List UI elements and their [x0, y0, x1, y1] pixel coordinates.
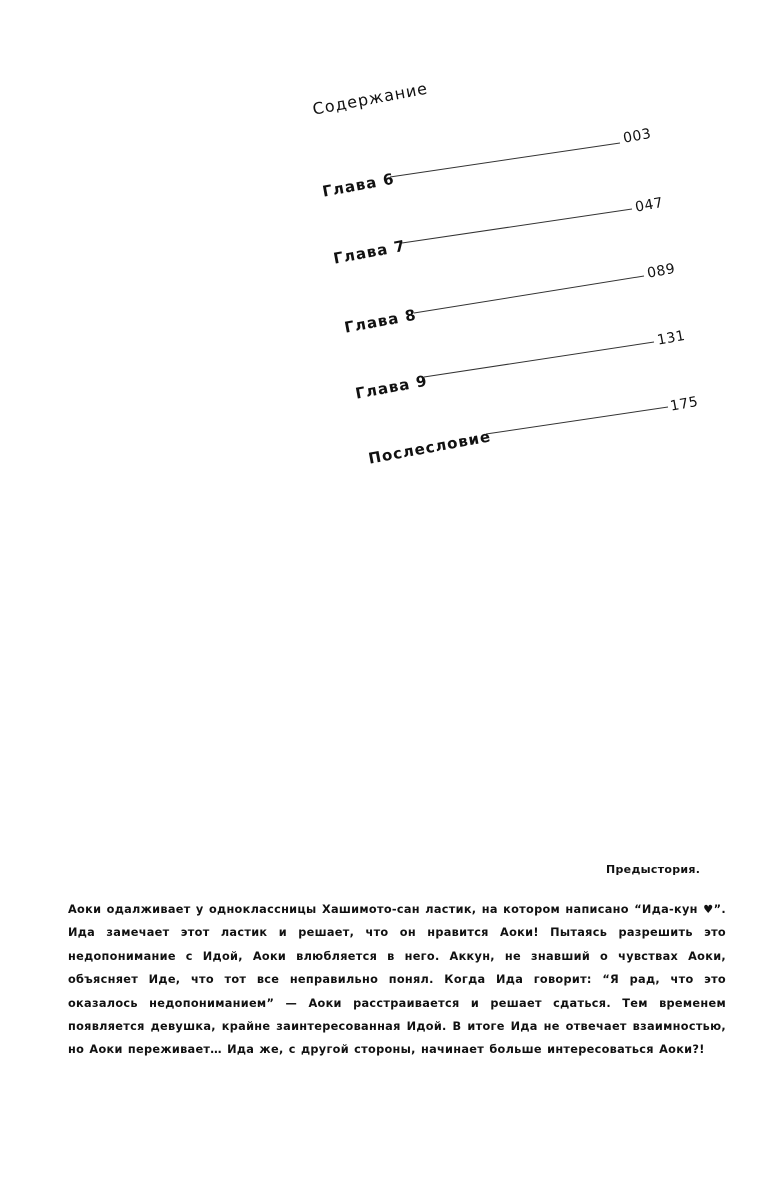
toc-entry-page: 131	[656, 327, 687, 349]
story-heading: Предыстория.	[606, 863, 701, 876]
toc-leader-line	[424, 342, 654, 377]
toc-entry-page: 047	[634, 194, 665, 216]
toc-entry-page: 175	[669, 393, 700, 415]
toc-leader-line	[390, 143, 620, 177]
toc-leader-line	[486, 407, 668, 434]
toc-entry-label: Послесловие	[367, 427, 493, 468]
toc-entry-label: Глава 9	[354, 371, 430, 403]
toc-title: Содержание	[311, 78, 430, 119]
toc-entry-label: Глава 7	[332, 236, 408, 268]
toc-entry-label: Глава 6	[321, 169, 397, 201]
story-text: Аоки одалживает у одноклассницы Хашимото-сан ластик, на котором написано “Ида-кун ♥”. Ида замечает этот ластик и решает, что он нравится Аоки! Пытаясь разрешить это недопонимание с Идой, Аоки влюбляется в него. Аккун, не знавший о чувствах Аоки, объясняет Иде, что тот все неправильно понял. Когда Ида говорит: “Я рад, что это оказалось недопониманием” — Аоки расстраивается и решает сдаться. Тем временем появляется девушка, крайне заинтересованная Идой. В итоге Ида не отвечает взаимностью, но Аоки переживает… Ида же, с другой стороны, начинает больше интересоваться Аоки?!	[68, 903, 726, 1057]
toc-entry-page: 003	[622, 125, 653, 147]
toc-leader-line	[414, 276, 644, 313]
toc-entry-label: Глава 8	[343, 305, 419, 337]
toc-entry-page: 089	[646, 260, 677, 282]
toc-leader-line	[402, 209, 632, 243]
